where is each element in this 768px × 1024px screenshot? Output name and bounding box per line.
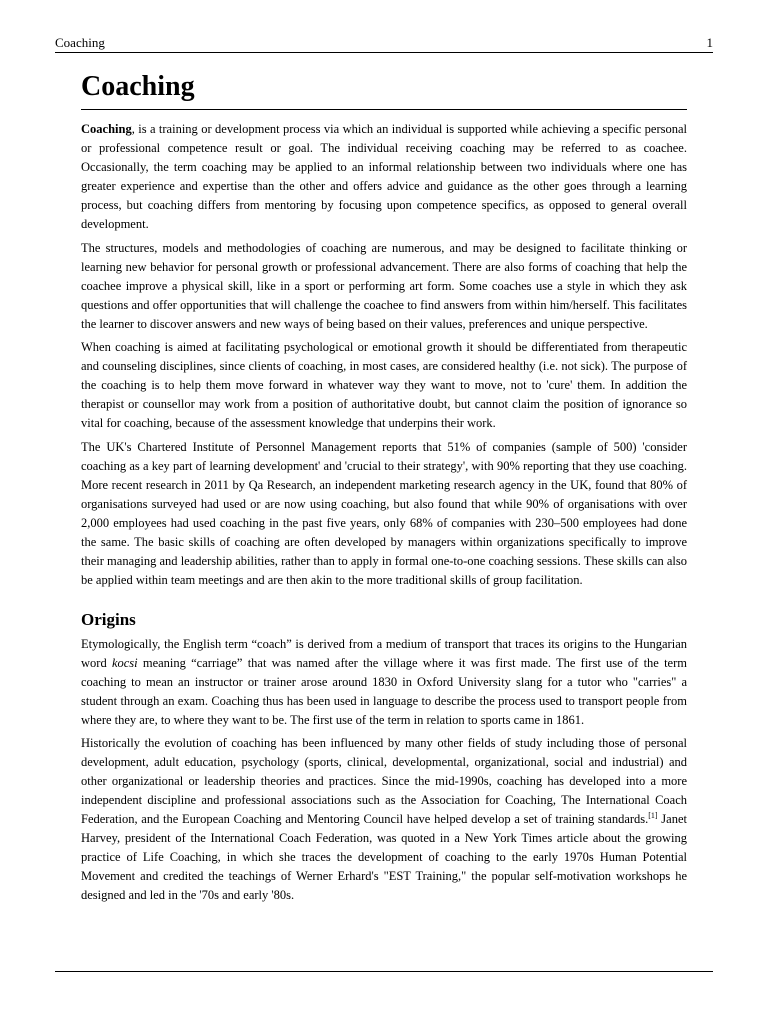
- history-text-end: Janet Harvey, president of the International Coach Federation, was quoted in a New York Times article about the growing practice of Life Coaching, in which she traces the development of coaching to the early 1970s Human Potential Movement and credited the teachings of Werner Erhard's "EST Training," the popular self-motivation workshops he designed and led in the '70s and early '80s.: [81, 812, 687, 902]
- origins-paragraph-history: [81, 734, 687, 905]
- paragraph-research: The UK's Chartered Institute of Personnel Management reports that 51% of companies (sample of 500) 'consider coaching as a key part of learning development' and 'crucial to their strategy', with 90% reporting that they use coaching. More recent research in 2011 by Qa Research, an independent marketing research agency in the UK, found that 80% of organisations surveyed had used or are now using coaching, but also found that while 90% of organisations with over 2,000 employees had used coaching in the past five years, only 68% of companies with 230–500 employees had done the same. The basic skills of coaching are often developed by managers within organizations specifically to improve their managing and leadership abilities, rather than to apply in formal one-to-one coaching sessions. These skills can also be applied within team meetings and are then akin to the more traditional skills of group facilitation.: [81, 439, 687, 587]
- running-title: Coaching: [55, 35, 105, 50]
- etymology-text-start: Etymologically, the English term “coach” is derived from a medium of transport that traces its origins to the Hungarian word: [81, 636, 687, 670]
- article-title: Coaching: [81, 68, 687, 110]
- paragraph-psychological: When coaching is aimed at facilitating psychological or emotional growth it should be differentiated from therapeutic and counseling disciplines, since clients of coaching, in most cases, are considered healthy (i.e. not sick). The purpose of the coaching is to help them move forward in whatever way they want to move, not to 'cure' them. In addition the therapist or counsellor may work from a position of authoritative doubt, but cannot claim the position of ignorance so vital for coaching, because of the assessment knowledge that underpins their work.: [81, 340, 687, 430]
- page-number: 1: [706, 35, 713, 50]
- paragraph-structures: The structures, models and methodologies of coaching are numerous, and may be designed to facilitate thinking or learning new behavior for personal growth or professional advancement. There are also forms of coaching that help the coachee improve a physical skill, like in a sport or performing art form. Some coaches use a style in which they ask questions and offer opportunities that will challenge the coachee to find answers from within him/herself. This facilitates the learner to discover answers and new ways of being based on their values, preferences and unique perspective.: [81, 240, 687, 331]
- intro-text: , is a training or development process via which an individual is supported while achieving a specific personal or professional competence result or goal. The individual receiving coaching may be referred to as coachee. Occasionally, the term coaching may be applied to an informal relationship between two individuals where one has greater experience and expertise than the other and offers advice and guidance as the other goes through a learning process, but coaching differs from mentoring by focusing upon competence specifics, as opposed to general overall development.: [81, 122, 687, 231]
- running-header: [55, 34, 713, 53]
- footer-rule: [55, 971, 713, 972]
- intro-paragraph: [81, 120, 687, 234]
- etymology-text-end: meaning “carriage” that was named after the village where it was first made. The first use of the term coaching to mean an instructor or trainer arose around 1830 in Oxford University slang for a tutor who "carries" a student through an exam. Coaching thus has been used in language to describe the process used to transport people from where they are, to where they want to be. The first use of the term in relation to sports came in 1861.: [81, 655, 687, 727]
- article-body: [81, 68, 687, 910]
- section-heading-origins: Origins: [81, 609, 136, 629]
- history-text-start: Historically the evolution of coaching has been influenced by many other fields of study including those of personal development, adult education, psychology (sports, clinical, developmental, organizational, social and industrial) and other organizational or leadership theories and practices. Since the mid-1990s, coaching has developed into a more independent discipline and professional associations such as the Association for Coaching, The International Coach Federation, and the European Coaching and Mentoring Council have helped develop a set of training standards.: [81, 736, 687, 826]
- italic-term-kocsi: kocsi: [111, 655, 138, 670]
- lead-term: Coaching: [81, 122, 132, 136]
- reference-link-1[interactable]: [1]: [648, 810, 658, 820]
- origins-paragraph-etymology: [81, 635, 687, 730]
